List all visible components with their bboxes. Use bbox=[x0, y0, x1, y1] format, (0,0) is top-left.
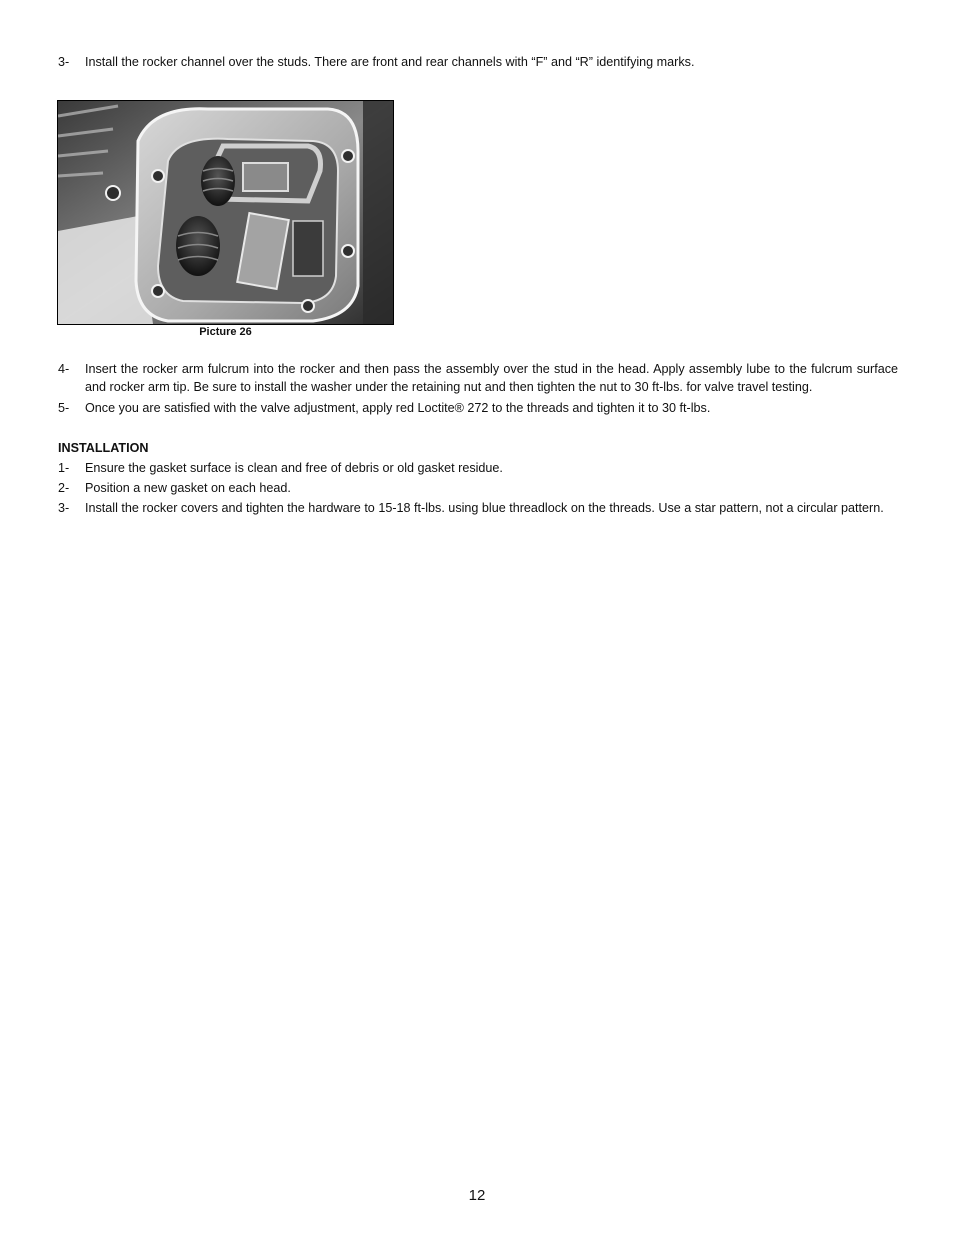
step-item bbox=[58, 53, 898, 71]
step-item bbox=[58, 499, 898, 517]
step-text: Insert the rocker arm fulcrum into the rocker and then pass the assembly over the stud in the head. Apply assembly lube to the fulcrum surface and rocker arm tip. Be sure to install the washer under the retaining nut and then tighten the nut to 30 ft-lbs. for valve travel testing. bbox=[85, 362, 898, 394]
step-item bbox=[58, 479, 898, 497]
page-number: 12 bbox=[468, 1187, 486, 1204]
step-text: Install the rocker covers and tighten the hardware to 15-18 ft-lbs. using blue threadlock on the threads. Use a star pattern, not a circular pattern. bbox=[85, 501, 884, 515]
step-number: 2- bbox=[58, 481, 70, 495]
step-number: 4- bbox=[58, 362, 70, 376]
figure-caption: Picture 26 bbox=[199, 326, 252, 338]
step-number: 3- bbox=[58, 55, 70, 69]
step-number: 3- bbox=[58, 501, 70, 515]
step-text: Once you are satisfied with the valve adjustment, apply red Loctite® 272 to the threads and tighten it to 30 ft-lbs. bbox=[85, 401, 711, 415]
section-heading: INSTALLATION bbox=[58, 441, 149, 455]
rocker-channel-photo bbox=[57, 100, 394, 325]
step-number: 1- bbox=[58, 461, 70, 475]
step-item bbox=[58, 360, 898, 396]
step-text: Ensure the gasket surface is clean and free of debris or old gasket residue. bbox=[85, 461, 503, 475]
step-text: Position a new gasket on each head. bbox=[85, 481, 291, 495]
step-item bbox=[58, 459, 898, 477]
step-number: 5- bbox=[58, 401, 70, 415]
step-item bbox=[58, 399, 898, 417]
step-text: Install the rocker channel over the studs. There are front and rear channels with “F” and “R” identifying marks. bbox=[85, 55, 695, 69]
